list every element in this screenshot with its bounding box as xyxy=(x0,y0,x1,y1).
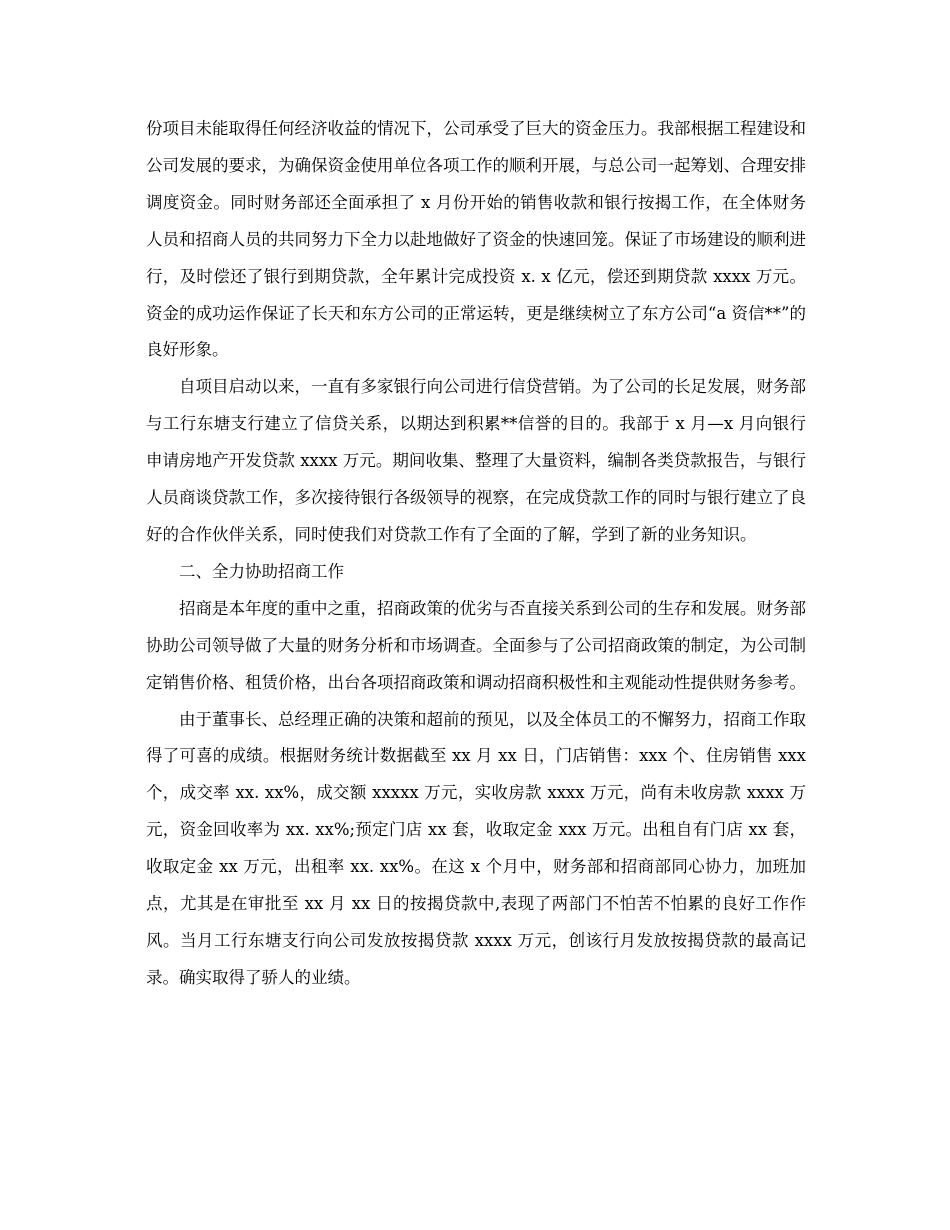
paragraph-credit: 自项目启动以来，一直有多家银行向公司进行信贷营销。为了公司的长足发展，财务部与工行东塘支行建立了信贷关系，以期达到积累**信誉的目的。我部于 x 月—x 月向银行申请房地产开发贷款 xxxx 万元。期间收集、整理了大量资料，编制各类贷款报告，与银行人员商谈贷款工作，多次接待银行各级领导的视察，在完成贷款工作的同时与银行建立了良好的合作伙伴关系，同时使我们对贷款工作有了全面的了解，学到了新的业务知识。 xyxy=(146,377,806,544)
paragraph-funding: 份项目未能取得任何经济收益的情况下，公司承受了巨大的资金压力。我部根据工程建设和公司发展的要求，为确保资金使用单位各项工作的顺利开展，与总公司一起筹划、合理安排调度资金。同时财务部还全面承担了 x 月份开始的销售收款和银行按揭工作，在全体财务人员和招商人员的共同努力下全力以赴地做好了资金的快速回笼。保证了市场建设的顺利进行，及时偿还了银行到期贷款，全年累计完成投资 x. x 亿元，偿还到期贷款 xxxx 万元。资金的成功运作保证了长天和东方公司的正常运转，更是继续树立了东方公司“a 资信**”的良好形象。 xyxy=(146,119,806,360)
paragraph-investment-policy: 招商是本年度的重中之重，招商政策的优劣与否直接关系到公司的生存和发展。财务部协助公司领导做了大量的财务分析和市场调查。全面参与了公司招商政策的制定，为公司制定销售价格、租赁价格，出台各项招商政策和调动招商积极性和主观能动性提供财务参考。 xyxy=(146,598,806,692)
paragraph-investment-results: 由于董事长、总经理正确的决策和超前的预见，以及全体员工的不懈努力，招商工作取得了可喜的成绩。根据财务统计数据截至 xx 月 xx 日，门店销售：xxx 个、住房销售 xxx 个，成交率 xx. xx%，成交额 xxxxx 万元，实收房款 xxxx 万元，尚有未收房款 xxxx 万元，资金回收率为 xx. xx%;预定门店 xx 套，收取定金 xxx 万元。出租自有门店 xx 套，收取定金 xx 万元，出租率 xx. xx%。在这 x 个月中，财务部和招商部同心协力，加班加点，尤其是在审批至 xx 月 xx 日的按揭贷款中,表现了两部门不怕苦不怕累的良好工作作风。当月工行东塘支行向公司发放按揭贷款 xxxx 万元，创该行月发放按揭贷款的最高记录。确实取得了骄人的业绩。 xyxy=(146,709,806,987)
section-heading-investment: 二、全力协助招商工作 xyxy=(179,561,344,581)
document-body xyxy=(146,111,806,997)
